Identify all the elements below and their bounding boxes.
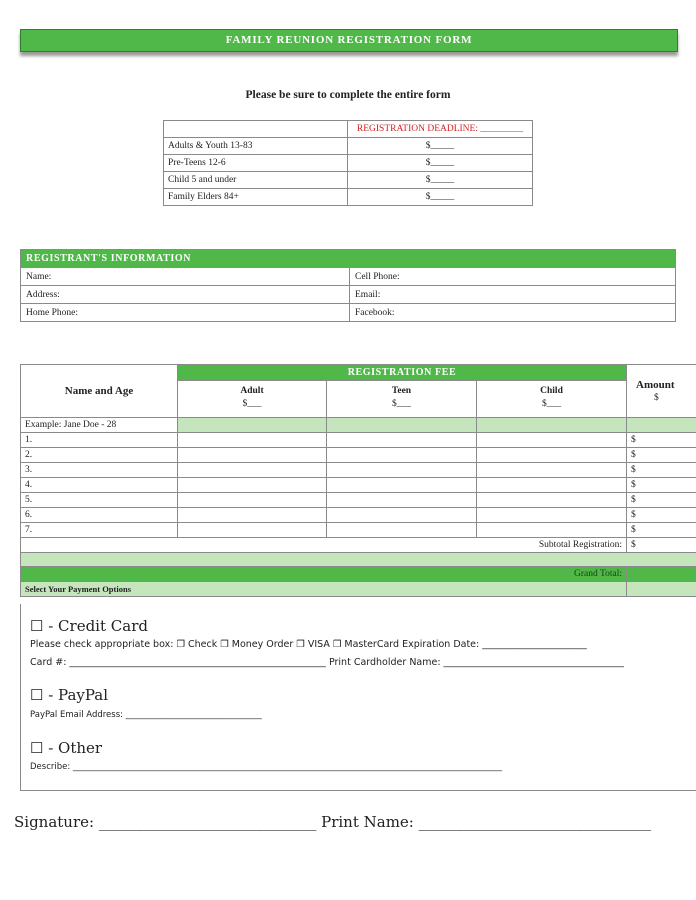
table-row xyxy=(21,433,696,448)
adult-cell[interactable] xyxy=(178,478,327,493)
adult-cell[interactable] xyxy=(178,523,327,538)
teen-cell[interactable] xyxy=(327,433,477,448)
amount-header xyxy=(627,365,696,418)
rate-value[interactable]: $_____ xyxy=(348,189,533,206)
grand-total-label: Grand Total: xyxy=(21,567,627,582)
teen-cell[interactable] xyxy=(327,493,477,508)
amount-cell[interactable]: $ xyxy=(627,523,696,538)
adult-cell[interactable] xyxy=(178,463,327,478)
paypal-option[interactable]: ☐ - PayPal xyxy=(30,686,109,704)
child-blank[interactable]: $___ xyxy=(542,399,561,409)
child-cell[interactable] xyxy=(477,433,627,448)
payment-section xyxy=(20,604,696,791)
address-field[interactable]: Address: xyxy=(21,286,350,304)
amount-cell[interactable]: $ xyxy=(627,448,696,463)
rate-value[interactable]: $_____ xyxy=(348,172,533,189)
teen-cell[interactable] xyxy=(327,508,477,523)
adult-cell[interactable] xyxy=(178,448,327,463)
amount-cell[interactable]: $ xyxy=(627,493,696,508)
fees-table xyxy=(20,364,696,597)
spacer-band xyxy=(21,553,696,567)
adult-cell[interactable] xyxy=(178,508,327,523)
example-child xyxy=(477,418,627,433)
amount-dollar: $ xyxy=(654,393,659,403)
card-number-line[interactable]: Card #: ______________________________________________________ Print Cardholder Name: ______________________________________ xyxy=(30,657,625,668)
payment-options-amount xyxy=(627,582,696,597)
child-cell[interactable] xyxy=(477,523,627,538)
amount-label: Amount xyxy=(636,379,675,391)
amount-cell[interactable]: $ xyxy=(627,463,696,478)
name-age-header: Name and Age xyxy=(21,365,178,418)
attendee-name[interactable]: 3. xyxy=(21,463,178,478)
table-row xyxy=(21,508,696,523)
teen-cell[interactable] xyxy=(327,523,477,538)
registration-deadline: REGISTRATION DEADLINE: _________ xyxy=(348,121,533,138)
rate-label: Adults & Youth 13-83 xyxy=(164,138,348,155)
amount-cell[interactable]: $ xyxy=(627,508,696,523)
rate-label: Child 5 and under xyxy=(164,172,348,189)
rate-value[interactable]: $_____ xyxy=(348,138,533,155)
payment-options-heading: Select Your Payment Options xyxy=(21,582,627,597)
table-row xyxy=(21,493,696,508)
credit-card-option[interactable]: ☐ - Credit Card xyxy=(30,617,148,635)
table-row xyxy=(21,478,696,493)
cell-phone-field[interactable]: Cell Phone: xyxy=(350,268,676,286)
teen-header xyxy=(327,381,477,418)
child-cell[interactable] xyxy=(477,463,627,478)
subtotal-label: Subtotal Registration: xyxy=(21,538,627,553)
attendee-name[interactable]: 6. xyxy=(21,508,178,523)
teen-cell[interactable] xyxy=(327,448,477,463)
other-option[interactable]: ☐ - Other xyxy=(30,739,103,757)
registration-fee-header: REGISTRATION FEE xyxy=(178,365,627,381)
home-phone-field[interactable]: Home Phone: xyxy=(21,304,350,322)
facebook-field[interactable]: Facebook: xyxy=(350,304,676,322)
paypal-email-line[interactable]: PayPal Email Address: ________________________________ xyxy=(30,710,262,720)
subtotal-amount[interactable]: $ xyxy=(627,538,696,553)
attendee-name[interactable]: 5. xyxy=(21,493,178,508)
child-cell[interactable] xyxy=(477,478,627,493)
describe-line[interactable]: Describe: _____________________________________________________________________________________________________ xyxy=(30,762,503,772)
child-cell[interactable] xyxy=(477,448,627,463)
attendee-name[interactable]: 2. xyxy=(21,448,178,463)
example-teen xyxy=(327,418,477,433)
rates-table xyxy=(163,120,533,206)
amount-cell[interactable]: $ xyxy=(627,433,696,448)
rate-label: Pre-Teens 12-6 xyxy=(164,155,348,172)
teen-cell[interactable] xyxy=(327,478,477,493)
child-header xyxy=(477,381,627,418)
amount-cell[interactable]: $ xyxy=(627,478,696,493)
teen-cell[interactable] xyxy=(327,463,477,478)
child-cell[interactable] xyxy=(477,493,627,508)
grand-total-amount[interactable] xyxy=(627,567,696,582)
child-cell[interactable] xyxy=(477,508,627,523)
teen-label: Teen xyxy=(391,386,412,396)
child-label: Child xyxy=(540,386,563,396)
table-row xyxy=(21,463,696,478)
adult-blank[interactable]: $___ xyxy=(242,399,262,409)
example-adult xyxy=(178,418,327,433)
attendee-name[interactable]: 1. xyxy=(21,433,178,448)
name-field[interactable]: Name: xyxy=(21,268,350,286)
table-row xyxy=(21,523,696,538)
attendee-name[interactable]: 7. xyxy=(21,523,178,538)
example-row: Example: Jane Doe - 28 xyxy=(21,418,178,433)
registrant-table xyxy=(20,249,676,322)
table-row xyxy=(21,448,696,463)
signature-line[interactable]: Signature: _____________________________ Print Name: _______________________________ xyxy=(14,813,652,831)
rates-corner xyxy=(164,121,348,138)
adult-header xyxy=(178,381,327,418)
example-amount xyxy=(627,418,696,433)
card-type-line[interactable]: Please check appropriate box: ❒ Check ❒ Money Order ❒ VISA ❒ MasterCard Expiration Date: ______________________ xyxy=(30,639,587,650)
email-field[interactable]: Email: xyxy=(350,286,676,304)
rate-value[interactable]: $_____ xyxy=(348,155,533,172)
rate-label: Family Elders 84+ xyxy=(164,189,348,206)
adult-label: Adult xyxy=(240,386,264,396)
form-subtitle: Please be sure to complete the entire form xyxy=(245,89,451,101)
form-title: FAMILY REUNION REGISTRATION FORM xyxy=(20,29,678,52)
attendee-name[interactable]: 4. xyxy=(21,478,178,493)
registrant-heading: REGISTRANT'S INFORMATION xyxy=(21,250,676,268)
adult-cell[interactable] xyxy=(178,493,327,508)
adult-cell[interactable] xyxy=(178,433,327,448)
teen-blank[interactable]: $___ xyxy=(392,399,411,409)
